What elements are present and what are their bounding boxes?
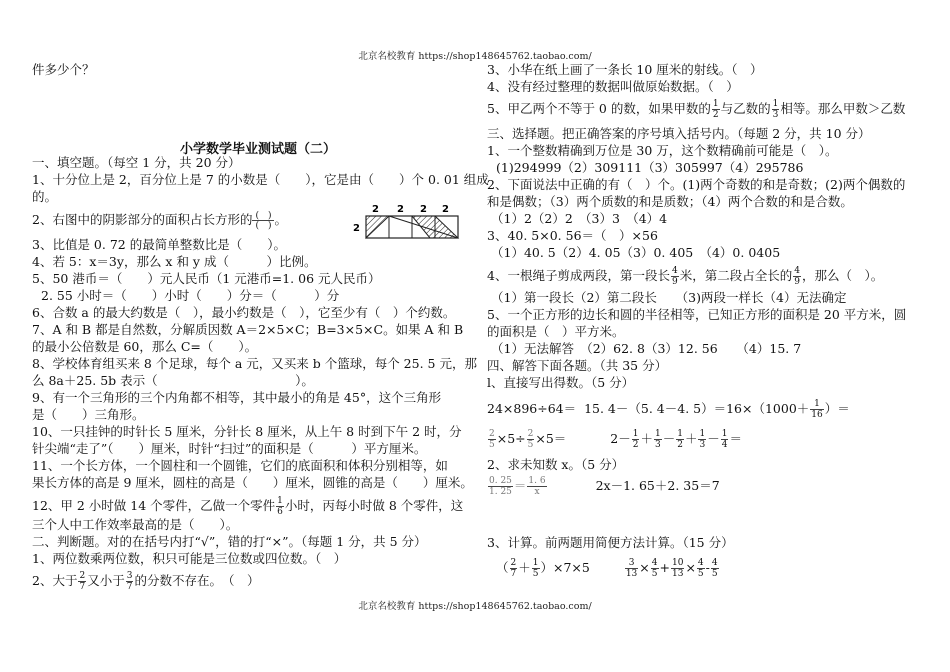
choice-2-options: （1）2（2）2 （3）3 （4）4: [491, 211, 668, 226]
top-fragment: 件多少个？: [32, 62, 95, 77]
answer-fraction-blank: ( ) ( ): [252, 211, 274, 230]
judge-2-mid: 又小于: [87, 573, 125, 588]
expr-2-frac-a: $\frac{3}{13}$: [625, 558, 638, 579]
choice-2a: 2、下面说法中正确的有（ ）个。(1)两个奇数的和是奇数；(2)两个偶数的: [487, 177, 906, 192]
fraction-three-sevenths: $\frac{3}{7}$: [126, 571, 133, 592]
mental-calc-1: 24×896÷64＝: [487, 401, 577, 416]
choice-2b: 和是偶数；（3）两个质数的和是质数；（4）两个合数的和是合数。: [487, 194, 853, 209]
fraction-one-third: $\frac{1}{3}$: [772, 99, 779, 120]
solve-2-heading: 2、求未知数 x。（5 分）: [487, 457, 625, 472]
mental-calc-3-end: ）＝: [824, 401, 850, 416]
mental-calc-4b: ×5＝: [535, 431, 567, 446]
figure-label-top-1: 2: [372, 204, 379, 215]
question-12b: 三个人中工作效率最高的是（ ）。: [32, 517, 239, 532]
question-12a: [32, 496, 463, 517]
judge-3: 3、小华在纸上画了一条长 10 厘米的射线。（ ）: [487, 62, 763, 77]
fraction-one-sixth: $\frac{1}{6}$: [277, 496, 283, 517]
solve-2-equations: $\frac{0. 25}{1. 25}$ ＝ $\frac{1. 6}{x}$ 2x－1. 65＋2. 35＝7: [489, 476, 720, 497]
expr-1-close: ）×7×5: [540, 560, 590, 575]
choice-1-options: (1)294999（2）309111（3）305997（4）295786: [496, 160, 804, 175]
expr-1-frac-b: $\frac{1}{5}$: [532, 558, 539, 579]
section-solve-heading: 四、解答下面各题。（共 35 分）: [487, 358, 668, 373]
question-1a: 1、十分位上是 2，百分位上是 7 的小数是（ ），它是由（ ）个 0. 01 组成: [32, 172, 489, 187]
judge-1: 1、两位数乘两位数，积只可能是三位数或四位数。（ ）: [32, 551, 347, 566]
shaded-rectangle-figure: [352, 200, 464, 242]
judge-2-post: 的分数不存在。 （ ）: [134, 573, 260, 588]
mental-calc-5-end: ＝: [729, 431, 742, 446]
mental-calc-4a: ×5÷: [496, 431, 526, 446]
figure-label-top-2: 2: [397, 204, 404, 215]
question-3: 3、比值是 0. 72 的最简单整数比是（ ）。: [32, 237, 286, 252]
fraction-four-ninths-a: $\frac{4}{9}$: [671, 266, 678, 287]
expr-2-frac-b: $\frac{4}{5}$: [651, 558, 658, 579]
fraction-two-fifths-b: $\frac{2}{5}$: [527, 429, 534, 450]
equation-1-right: $\frac{1. 6}{x}$: [528, 476, 546, 497]
question-1b: 的。: [32, 189, 58, 204]
choice-5b: 的面积是（ ）平方米。: [487, 324, 625, 339]
solve-3-heading: 3、计算。前两题用简便方法计算。（15 分）: [487, 535, 734, 550]
fraction-two-sevenths: $\frac{2}{7}$: [79, 571, 86, 592]
section-fill-heading: 一、填空题。（每空 1 分，共 20 分）: [32, 155, 241, 170]
solve-1-row-2: $\frac{2}{5}$ ×5÷ $\frac{2}{5}$ ×5＝ 2－ $\frac{1}{2}$ ＋ $\frac{1}{3}$ － $\frac{1}{2}$ ＋ $\frac{1}{3}$ － $\frac{1}{4}$ ＝: [489, 429, 742, 450]
fraction-two-fifths-a: $\frac{2}{5}$: [489, 429, 495, 450]
expr-2-frac-e: $\frac{4}{5}$: [711, 558, 718, 579]
question-7a: 7、A 和 B 都是自然数，分解质因数 A＝2×5×C；B=3×5×C。如果 A 和 B: [32, 322, 464, 337]
section-judge-heading: 二、判断题。对的在括号内打“√”，错的打“×”。（每题 1 分，共 5 分）: [32, 534, 427, 549]
fraction-one-sixteenth: $\frac{1}{16}$: [811, 399, 823, 420]
shaded-quadrilateral: [412, 216, 458, 238]
figure-label-top-4: 2: [442, 204, 449, 215]
choice-4-post: ，那么（ ）。: [801, 268, 884, 283]
question-5b: 2. 55 小时＝（ ）小时（ ）分＝（ ）分: [41, 288, 340, 303]
header-watermark: 北京名校教育 https://shop148645762.taobao.com/: [358, 51, 592, 62]
figure-label-top-3: 2: [420, 204, 427, 215]
choice-1: 1、一个整数精确到万位是 30 万，这个数精确前可能是（ ）。: [487, 143, 838, 158]
fraction-one-half: $\frac{1}{2}$: [712, 99, 719, 120]
judge-5-post: 相等。那么甲数＞乙数: [780, 101, 906, 116]
expr-2-frac-d: $\frac{4}{5}$: [697, 558, 704, 579]
expr-1-plus: ＋: [518, 560, 531, 575]
question-2-text: 2、右图中的阴影部分的面积占长方形的: [32, 212, 253, 227]
question-12a-pre: 12、甲 2 小时做 14 个零件，乙做一个零件: [32, 498, 276, 513]
equation-1-left: $\frac{0. 25}{1. 25}$: [489, 476, 512, 497]
figure-label-side: 2: [353, 223, 360, 234]
judge-5-pre: 5、甲乙两个不等于 0 的数，如果甲数的: [487, 101, 711, 116]
question-10b: 针尖端“走了”（ ）厘米，时针“扫过”的面积是（ ）平方厘米。: [32, 441, 427, 456]
page-title: 小学数学毕业测试题（二）: [180, 142, 337, 157]
question-4: 4、若 5：x＝3y，那么 x 和 y 成（ ）比例。: [32, 254, 317, 269]
judge-5-mid: 与乙数的: [720, 101, 771, 116]
judge-2: [32, 571, 259, 592]
question-8b: 么 8a＋25. 5b 表示（ ）。: [32, 373, 314, 388]
mental-calc-2: 15. 4－（5. 4－4. 5）＝: [584, 401, 727, 416]
question-5a: 5、50 港币＝（ ）元人民币（1 元港币=1. 06 元人民币）: [32, 271, 381, 286]
question-6: 6、合数 a 的最大约数是（ ），最小约数是（ ），它至少有（ ）个约数。: [32, 305, 456, 320]
question-9b: 是（ ）三角形。: [32, 407, 145, 422]
choice-4: [487, 266, 883, 287]
choice-4-mid: 米，第二段占全长的: [679, 268, 793, 283]
judge-4: 4、没有经过整理的数据叫做原始数据。（ ）: [487, 79, 739, 94]
solve-1-heading: l、直接写出得数。（5 分）: [487, 375, 635, 390]
mental-calc-3: 16×（1000＋: [726, 401, 810, 416]
question-8a: 8、学校体育组买来 8 个足球，每个 a 元，又买来 b 个篮球，每个 25. 5 元，那: [32, 356, 477, 371]
question-12a-post: 小时，丙每小时做 8 个零件，这: [284, 498, 464, 513]
question-11a: 11、一个长方体，一个圆柱和一个圆锥，它们的底面积和体积分别相等，如: [32, 458, 448, 473]
question-10a: 10、一只挂钟的时针长 5 厘米，分针长 8 厘米，从上午 8 时到下午 2 时，分: [32, 424, 462, 439]
question-9a: 9、有一个三角形的三个内角都不相等，其中最小的角是 45°，这个三角形: [32, 390, 442, 405]
question-11b: 果长方体的高是 9 厘米，圆柱的高是（ ）厘米，圆锥的高是（ ）厘米。: [32, 475, 473, 490]
equation-2: 2x－1. 65＋2. 35＝7: [595, 478, 720, 493]
expr-1-frac-a: $\frac{2}{7}$: [510, 558, 517, 579]
mental-calc-5: 2－: [610, 431, 631, 446]
expr-1-open: （: [496, 560, 509, 575]
choice-5-options: （1）无法解答 （2）62. 8（3）12. 56 （4）15. 7: [491, 341, 802, 356]
judge-2-pre: 2、大于: [32, 573, 78, 588]
shaded-triangle-left: [366, 216, 389, 238]
choice-5a: 5、一个正方形的边长和圆的半径相等，已知正方形的面积是 20 平方米，圆: [487, 307, 907, 322]
solve-1-row-1: [487, 399, 850, 420]
choice-4-pre: 4、一根绳子剪成两段，第一段长: [487, 268, 670, 283]
question-7b: 的最小公倍数是 60，那么 C=（ ）。: [32, 339, 258, 354]
fraction-four-ninths-b: $\frac{4}{9}$: [794, 266, 800, 287]
footer-watermark: 北京名校教育 https://shop148645762.taobao.com/: [358, 601, 592, 612]
choice-3-options: （1）40. 5（2）4. 05（3）0. 405 （4）0. 0405: [491, 245, 781, 260]
judge-5: [487, 99, 905, 120]
question-2-end: 。: [274, 212, 287, 227]
choice-4-options: （1）第一段长（2）第二段长 （3)两段一样长（4）无法确定: [491, 290, 847, 305]
solve-3-expressions: （ $\frac{2}{7}$ ＋ $\frac{1}{5}$ ）×7×5 $\frac{3}{13}$ × $\frac{4}{5}$ + $\frac{10}{13}$ × $\frac{4}{5}$ - $\frac{4}{5}$: [496, 558, 718, 579]
expr-2-frac-c: $\frac{10}{13}$: [671, 558, 684, 579]
question-2: [32, 211, 287, 230]
choice-3: 3、40. 5×0. 56＝（ ）×56: [487, 228, 658, 243]
section-choice-heading: 三、选择题。把正确答案的序号填入括号内。（每题 2 分，共 10 分）: [487, 126, 871, 141]
